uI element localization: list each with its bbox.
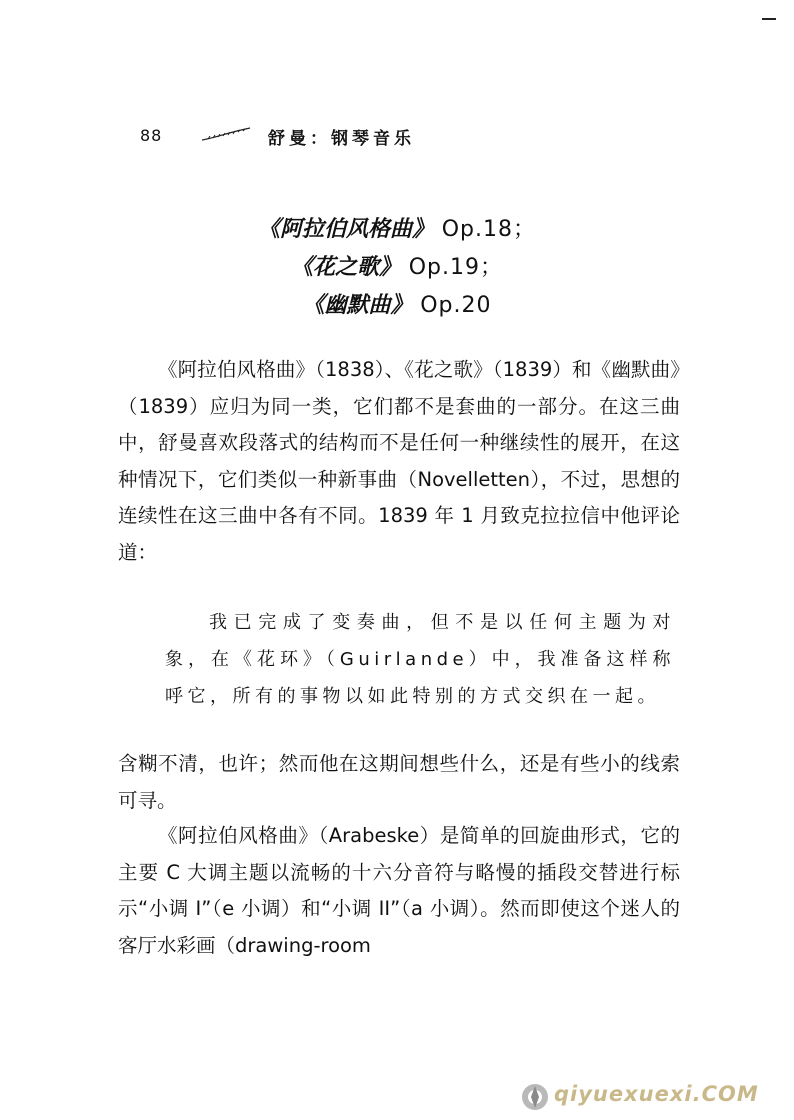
- title-line-arabeske: [0, 210, 794, 248]
- page-number: 88: [140, 126, 163, 145]
- watermark-logo-icon: [520, 1082, 550, 1112]
- page-header: [140, 126, 660, 150]
- running-title: 舒曼：钢琴音乐: [268, 129, 415, 149]
- quill-icon: [200, 126, 252, 142]
- title-name: 《幽默曲》: [302, 292, 413, 318]
- title-opus: Op.19；: [408, 255, 503, 280]
- watermark: [520, 1078, 780, 1112]
- title-line-humoreske: [0, 286, 794, 324]
- title-line-blumenstuck: [0, 248, 794, 286]
- body-paragraph-2: 含糊不清，也许；然而他在这期间想些什么，还是有些小的线索可寻。: [118, 752, 680, 812]
- block-quote: 我已完成了变奏曲，但不是以任何主题为对象，在《花环》（Guirlande）中，我准备这样称呼它，所有的事物以如此特别的方式交织在一起。: [165, 612, 675, 707]
- title-opus: Op.20: [420, 293, 492, 318]
- section-titles: [0, 210, 794, 324]
- corner-mark: [762, 18, 776, 20]
- body-paragraph-1: 《阿拉伯风格曲》（1838）、《花之歌》（1839）和《幽默曲》（1839）应归为同一类，它们都不是套曲的一部分。在这三曲中，舒曼喜欢段落式的结构而不是任何一种继续性的展开，在这种情况下，它们类似一种新事曲（Novelletten），不过，思想的连续性在这三曲中各有不同。1839 年 1 月致克拉拉信中他评论道：: [118, 358, 680, 564]
- watermark-text: qiyuexuexi.COM: [554, 1082, 759, 1106]
- title-opus: Op.18；: [441, 217, 536, 242]
- body-paragraph-3: 《阿拉伯风格曲》（Arabeske）是简单的回旋曲形式，它的主要 C 大调主题以流畅的十六分音符与略慢的插段交替进行标示“小调 I”（e 小调）和“小调 II”（a 小调）。然而即使这个迷人的客厅水彩画（drawing-room: [118, 824, 680, 957]
- title-name: 《花之歌》: [291, 254, 402, 280]
- title-name: 《阿拉伯风格曲》: [258, 216, 435, 242]
